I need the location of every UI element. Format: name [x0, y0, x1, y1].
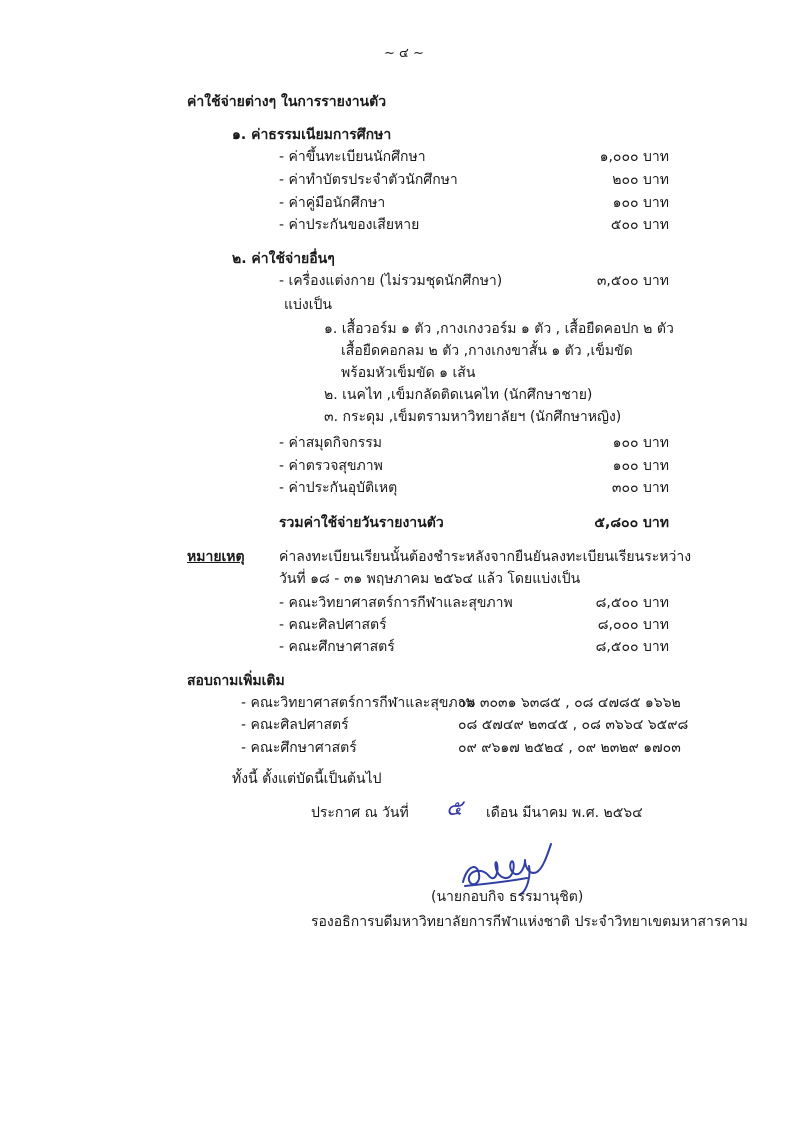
- tuition-amount: ๘,๕๐๐ บาท: [595, 639, 669, 655]
- contact-phone: ๐๙ ๙๖๑๗ ๒๕๒๔ , ๐๙ ๒๓๒๙ ๑๗๐๓: [458, 740, 681, 756]
- other-label: - ค่าสมุดกิจกรรม: [279, 435, 383, 451]
- announce-suffix: เดือน มีนาคม พ.ศ. ๒๕๖๔: [486, 805, 643, 821]
- remark-title: หมายเหตุ: [187, 549, 245, 565]
- uniform-item-2: ๒. เนคไท ,เข็มกลัดติดเนคไท (นักศึกษาชาย): [324, 387, 593, 403]
- uniform-item-1-cont: เสื้อยืดคอกลม ๒ ตัว ,กางเกงขาสั้น ๑ ตัว ,เข็มขัด: [341, 343, 633, 359]
- uniform-item-3: ๓. กระดุม ,เข็มตรามหาวิทยาลัยฯ (นักศึกษาหญิง): [324, 409, 622, 425]
- fee-amount: ๕๐๐ บาท: [610, 217, 669, 233]
- other-amount: ๑๐๐ บาท: [612, 458, 669, 474]
- other-amount: ๑๐๐ บาท: [612, 435, 669, 451]
- signer-title: รองอธิการบดีมหาวิทยาลัยการกีฬาแห่งชาติ ประจำวิทยาเขตมหาสารคาม: [311, 914, 748, 930]
- remark-text: ค่าลงทะเบียนเรียนนั้นต้องชำระหลังจากยืนยันลงทะเบียนเรียนระหว่าง: [279, 549, 692, 565]
- section1-title: ๑. ค่าธรรมเนียมการศึกษา: [232, 127, 392, 143]
- fee-label: - ค่าขึ้นทะเบียนนักศึกษา: [279, 149, 426, 165]
- page-heading: ค่าใช้จ่ายต่างๆ ในการรายงานตัว: [187, 94, 387, 110]
- contact-faculty: - คณะศิลปศาสตร์: [241, 717, 349, 733]
- tuition-amount: ๘,๐๐๐ บาท: [597, 617, 669, 633]
- fee-amount: ๑๐๐ บาท: [612, 195, 669, 211]
- contact-faculty: - คณะศึกษาศาสตร์: [241, 740, 357, 756]
- contact-phone: ๐๖ ๓๐๓๑ ๖๓๘๕ , ๐๘ ๔๗๘๕ ๑๖๖๒: [458, 695, 681, 711]
- contact-title: สอบถามเพิ่มเติม: [187, 673, 285, 689]
- uniform-label: - เครื่องแต่งกาย (ไม่รวมชุดนักศึกษา): [279, 273, 503, 289]
- other-amount: ๓๐๐ บาท: [611, 480, 669, 496]
- section2-title: ๒. ค่าใช้จ่ายอื่นๆ: [232, 251, 335, 267]
- other-label: - ค่าประกันอุบัติเหตุ: [279, 480, 398, 496]
- announce-day-handwritten: ๕: [446, 796, 463, 821]
- uniform-item-1: ๑. เสื้อวอร์ม ๑ ตัว ,กางเกงวอร์ม ๑ ตัว , เสื้อยืดคอปก ๒ ตัว: [324, 321, 674, 337]
- uniform-amount: ๓,๕๐๐ บาท: [596, 273, 669, 289]
- announce-prefix: ประกาศ ณ วันที่: [311, 805, 409, 821]
- fee-label: - ค่าประกันของเสียหาย: [279, 217, 420, 233]
- tuition-label: - คณะศึกษาศาสตร์: [279, 639, 395, 655]
- other-label: - ค่าตรวจสุขภาพ: [279, 458, 383, 474]
- uniform-item-1-cont: พร้อมหัวเข็มขัด ๑ เส้น: [341, 365, 476, 381]
- remark-text: วันที่ ๑๘ - ๓๑ พฤษภาคม ๒๕๖๔ แล้ว โดยแบ่งเป็น: [279, 571, 581, 587]
- total-amount: ๕,๘๐๐ บาท: [594, 515, 669, 531]
- fee-amount: ๑,๐๐๐ บาท: [599, 149, 669, 165]
- fee-label: - ค่าคู่มือนักศึกษา: [279, 195, 386, 211]
- page-number: ~ ๔ ~: [384, 46, 424, 61]
- effective-statement: ทั้งนี้ ตั้งแต่บัดนี้เป็นต้นไป: [232, 771, 382, 787]
- fee-label: - ค่าทำบัตรประจำตัวนักศึกษา: [279, 172, 458, 188]
- contact-faculty: - คณะวิทยาศาสตร์การกีฬาและสุขภาพ: [241, 695, 475, 711]
- fee-amount: ๒๐๐ บาท: [612, 172, 669, 188]
- tuition-amount: ๘,๕๐๐ บาท: [595, 595, 669, 611]
- tuition-label: - คณะวิทยาศาสตร์การกีฬาและสุขภาพ: [279, 595, 513, 611]
- divided-as-label: แบ่งเป็น: [284, 297, 332, 313]
- contact-phone: ๐๘ ๕๗๔๙ ๒๓๔๕ , ๐๘ ๓๖๖๔ ๖๕๙๘: [458, 717, 689, 733]
- tuition-label: - คณะศิลปศาสตร์: [279, 617, 387, 633]
- total-label: รวมค่าใช้จ่ายวันรายงานตัว: [279, 515, 444, 531]
- signer-name: (นายกอบกิจ ธรรมานุชิต): [431, 889, 584, 905]
